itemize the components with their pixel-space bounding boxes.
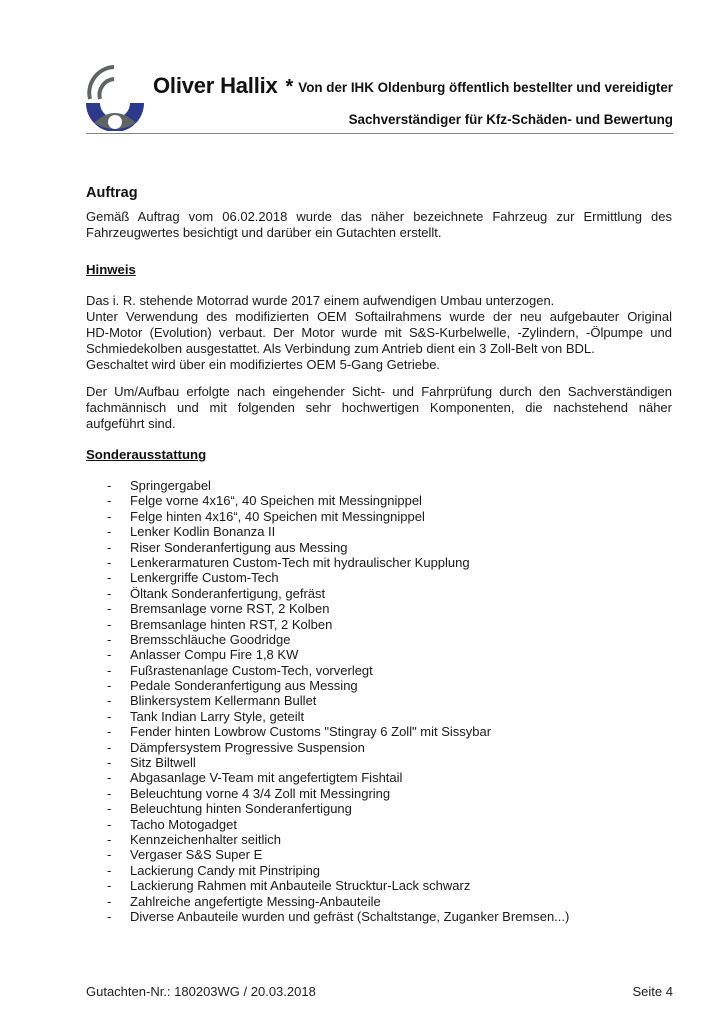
list-item: [86, 540, 672, 555]
list-bullet: -: [107, 785, 112, 801]
list-bullet: -: [107, 631, 112, 647]
list-bullet: -: [107, 585, 112, 601]
asterisk: *: [285, 76, 294, 98]
list-item: [86, 586, 672, 601]
list-bullet: -: [107, 831, 112, 847]
list-item: [86, 709, 672, 724]
list-item: [86, 724, 672, 739]
section-heading-sonderausstattung: Sonderausstattung: [86, 447, 207, 462]
list-item: [86, 493, 672, 508]
list-bullet: -: [107, 724, 112, 740]
expert-name-text: Oliver Hallix: [153, 73, 278, 98]
paragraph-line: Der Um/Aufbau erfolgte nach eingehender Sicht- und Fahrprüfung durch den Sachverständigen: [86, 384, 672, 399]
list-item: [86, 601, 672, 616]
list-item: [86, 863, 672, 878]
list-item-text: Lenkergriffe Custom-Tech: [130, 570, 279, 586]
list-item-text: Beleuchtung vorne 4 3/4 Zoll mit Messingring: [130, 785, 391, 801]
list-bullet: -: [107, 678, 112, 694]
list-bullet: -: [107, 816, 112, 832]
list-item-text: Riser Sonderanfertigung aus Messing: [130, 539, 348, 555]
header-subtitle-line2: Sachverständiger für Kfz-Schäden- und Bewertung: [348, 112, 673, 127]
list-item-text: Diverse Anbauteile wurden und gefräst (Schaltstange, Zuganker Bremsen...): [130, 908, 570, 924]
list-item-text: Bremsanlage hinten RST, 2 Kolben: [130, 616, 333, 632]
paragraph-line: aufgeführt sind.: [86, 416, 176, 431]
list-item-text: Fender hinten Lowbrow Customs "Stingray 6 Zoll" mit Sissybar: [130, 724, 492, 740]
list-bullet: -: [107, 554, 112, 570]
list-bullet: -: [107, 693, 112, 709]
list-item-text: Lackierung Rahmen mit Anbauteile Strucktur-Lack schwarz: [130, 878, 471, 894]
list-item-text: Pedale Sonderanfertigung aus Messing: [130, 678, 358, 694]
list-bullet: -: [107, 662, 112, 678]
list-bullet: -: [107, 570, 112, 586]
paragraph-line: Schmiedekolben ausgestattet. Als Verbindung zum Antrieb dient ein 3 Zoll-Belt von BDL.: [86, 341, 595, 356]
list-bullet: -: [107, 878, 112, 894]
paragraph-line: Das i. R. stehende Motorrad wurde 2017 einem aufwendigen Umbau unterzogen.: [86, 293, 555, 308]
list-bullet: -: [107, 739, 112, 755]
list-item-text: Beleuchtung hinten Sonderanfertigung: [130, 801, 352, 817]
list-item: [86, 632, 672, 647]
header-divider: [86, 133, 673, 134]
list-item: [86, 786, 672, 801]
list-item-text: Sitz Biltwell: [130, 755, 196, 771]
list-item: [86, 770, 672, 785]
list-item-text: Felge vorne 4x16“, 40 Speichen mit Messingnippel: [130, 493, 422, 509]
list-item: [86, 817, 672, 832]
list-item-text: Abgasanlage V-Team mit angefertigtem Fishtail: [130, 770, 403, 786]
list-item: [86, 740, 672, 755]
section-heading-auftrag: Auftrag: [86, 185, 138, 201]
list-item: [86, 663, 672, 678]
list-bullet: -: [107, 770, 112, 786]
expert-name: [153, 73, 293, 99]
auftrag-paragraph: [86, 209, 672, 241]
list-item-text: Tank Indian Larry Style, geteilt: [130, 708, 305, 724]
list-item-text: Bremsschläuche Goodridge: [130, 631, 291, 647]
list-bullet: -: [107, 478, 112, 493]
list-item: [86, 693, 672, 708]
company-logo: [84, 63, 146, 131]
list-item-text: Dämpfersystem Progressive Suspension: [130, 739, 365, 755]
equipment-list: [86, 478, 672, 924]
list-item-text: Zahlreiche angefertigte Messing-Anbauteile: [130, 893, 381, 909]
list-item-text: Lackierung Candy mit Pinstriping: [130, 862, 321, 878]
list-item: [86, 894, 672, 909]
list-bullet: -: [107, 708, 112, 724]
paragraph-line: Fahrzeugwertes besichtigt und darüber ein Gutachten erstellt.: [86, 225, 442, 240]
list-item-text: Kennzeichenhalter seitlich: [130, 831, 282, 847]
list-item-text: Vergaser S&S Super E: [130, 847, 263, 863]
list-item: [86, 801, 672, 816]
list-bullet: -: [107, 493, 112, 509]
list-item: [86, 509, 672, 524]
list-bullet: -: [107, 601, 112, 617]
list-bullet: -: [107, 755, 112, 771]
list-bullet: -: [107, 508, 112, 524]
list-item-text: Lenkerarmaturen Custom-Tech mit hydraulischer Kupplung: [130, 554, 470, 570]
list-item-text: Anlasser Compu Fire 1,8 KW: [130, 647, 299, 663]
list-item-text: Öltank Sonderanfertigung, gefräst: [130, 585, 326, 601]
list-bullet: -: [107, 893, 112, 909]
paragraph-line: Gemäß Auftrag vom 06.02.2018 wurde das näher bezeichnete Fahrzeug zur Ermittlung des: [86, 209, 672, 224]
list-item: [86, 678, 672, 693]
list-bullet: -: [107, 862, 112, 878]
paragraph-line: Unter Verwendung des modifizierten OEM Softailrahmens wurde der neu aufgebauter Original: [86, 309, 672, 324]
list-item-text: Blinkersystem Kellermann Bullet: [130, 693, 317, 709]
list-bullet: -: [107, 524, 112, 540]
list-bullet: -: [107, 801, 112, 817]
list-item: [86, 832, 672, 847]
list-item: [86, 617, 672, 632]
paragraph-line: fachmännisch und mit folgenden sehr hochwertigen Komponenten, die nachstehend näher: [86, 400, 672, 415]
paragraph-line: Geschaltet wird über ein modifiziertes OEM 5-Gang Getriebe.: [86, 357, 441, 372]
list-bullet: -: [107, 908, 112, 924]
list-item: [86, 555, 672, 570]
section-heading-hinweis: Hinweis: [86, 262, 136, 277]
list-bullet: -: [107, 616, 112, 632]
eye-signal-logo-icon: [84, 63, 146, 131]
report-number: Gutachten-Nr.: 180203WG / 20.03.2018: [86, 984, 316, 999]
hinweis-paragraph-1: [86, 293, 672, 373]
list-item: [86, 524, 672, 539]
list-item: [86, 878, 672, 893]
list-item: [86, 570, 672, 585]
list-item: [86, 478, 672, 493]
paragraph-line: HD-Motor (Evolution) verbaut. Der Motor wurde mit S&S-Kurbelwelle, -Zylindern, -Ölpumpe und: [86, 325, 672, 340]
list-item-text: Springergabel: [130, 478, 211, 493]
list-item-text: Lenker Kodlin Bonanza II: [130, 524, 276, 540]
list-item-text: Bremsanlage vorne RST, 2 Kolben: [130, 601, 330, 617]
list-item-text: Tacho Motogadget: [130, 816, 237, 832]
list-item: [86, 647, 672, 662]
list-item: [86, 755, 672, 770]
list-bullet: -: [107, 847, 112, 863]
page-number: Seite 4: [632, 984, 673, 999]
list-item: [86, 847, 672, 862]
hinweis-paragraph-2: [86, 384, 672, 432]
list-bullet: -: [107, 647, 112, 663]
header-subtitle-line1: Von der IHK Oldenburg öffentlich bestellter und vereidigter: [298, 80, 673, 95]
list-item-text: Fußrastenanlage Custom-Tech, vorverlegt: [130, 662, 373, 678]
list-item-text: Felge hinten 4x16“, 40 Speichen mit Messingnippel: [130, 508, 425, 524]
list-item: [86, 909, 672, 924]
list-bullet: -: [107, 539, 112, 555]
